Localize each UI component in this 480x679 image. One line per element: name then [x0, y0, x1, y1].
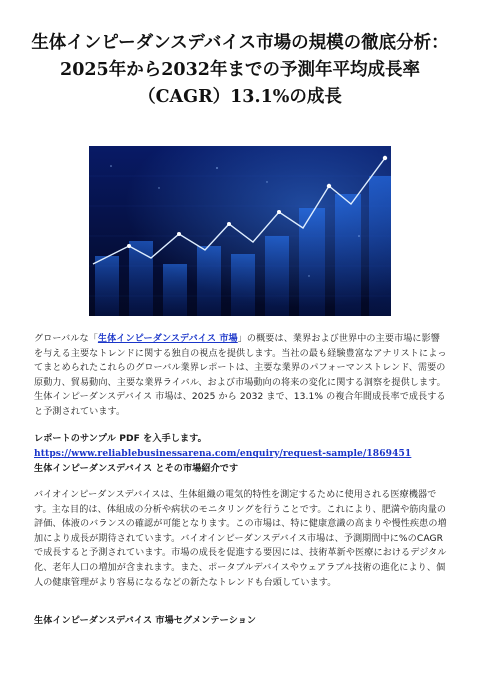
hero-image: [89, 146, 391, 316]
intro-prefix: グローバルな「: [34, 334, 98, 344]
sample-request-paragraph: [34, 432, 448, 461]
section-heading-segmentation: 生体インピーダンスデバイス 市場セグメンテーション: [34, 616, 257, 626]
page-title: 生体インピーダンスデバイス市場の規模の徹底分析：2025年から2032年までの予測年平均成長率（CAGR）13.1%の成長: [31, 33, 449, 107]
market-link[interactable]: 生体インピーダンスデバイス 市場: [97, 334, 238, 344]
section-heading-intro: 生体インピーダンスデバイス とその市場紹介です: [34, 464, 239, 474]
section-intro-body: バイオインピーダンスデバイスは、生体組織の電気的特性を測定するために使用される医療機器です。主な目的は、体組成の分析や病状のモニタリングを行うことです。これにより、肥満や筋肉量の評価、体液のバランスの確認が可能となります。この市場は、特に健康意識の高まりや慢性疾患の増加により成長が期待されています。バイオインピーダンスデバイス市場は、予測期間中に%のCAGRで成長すると予測されています。市場の成長を促進する要因には、技術革新や医療におけるデジタル化、老年人口の増加が含まれます。また、ポータブルデバイスやウェアラブル技術の進化により、個人の健康管理がより容易になるなどの新たなトレンドも台頭しています。: [34, 490, 447, 588]
sample-request-link[interactable]: https://www.reliablebusinessarena.com/enquiry/request-sample/1869451: [34, 447, 412, 459]
intro-suffix: 」の概要は、業界および世界中の主要市場に影響を与える主要なトレンドに関する独自の視点を提供します。当社の最も経験豊富なアナリストによってまとめられたこれらのグローバル業界レポートは、主要な業界のパフォーマンストレンド、需要の原動力、貿易動向、主要な業界ライバル、および市場動向の将来の変化に関する洞察を提供します。生体インピーダンスデバイス 市場は、2025 から 2032 まで、13.1% の複合年間成長率で成長すると予測されています。: [34, 334, 447, 417]
intro-paragraph: [34, 332, 448, 420]
sample-label: レポートのサンプル PDF を入手します。: [34, 434, 207, 444]
growth-chart-illustration-icon: [89, 146, 391, 316]
